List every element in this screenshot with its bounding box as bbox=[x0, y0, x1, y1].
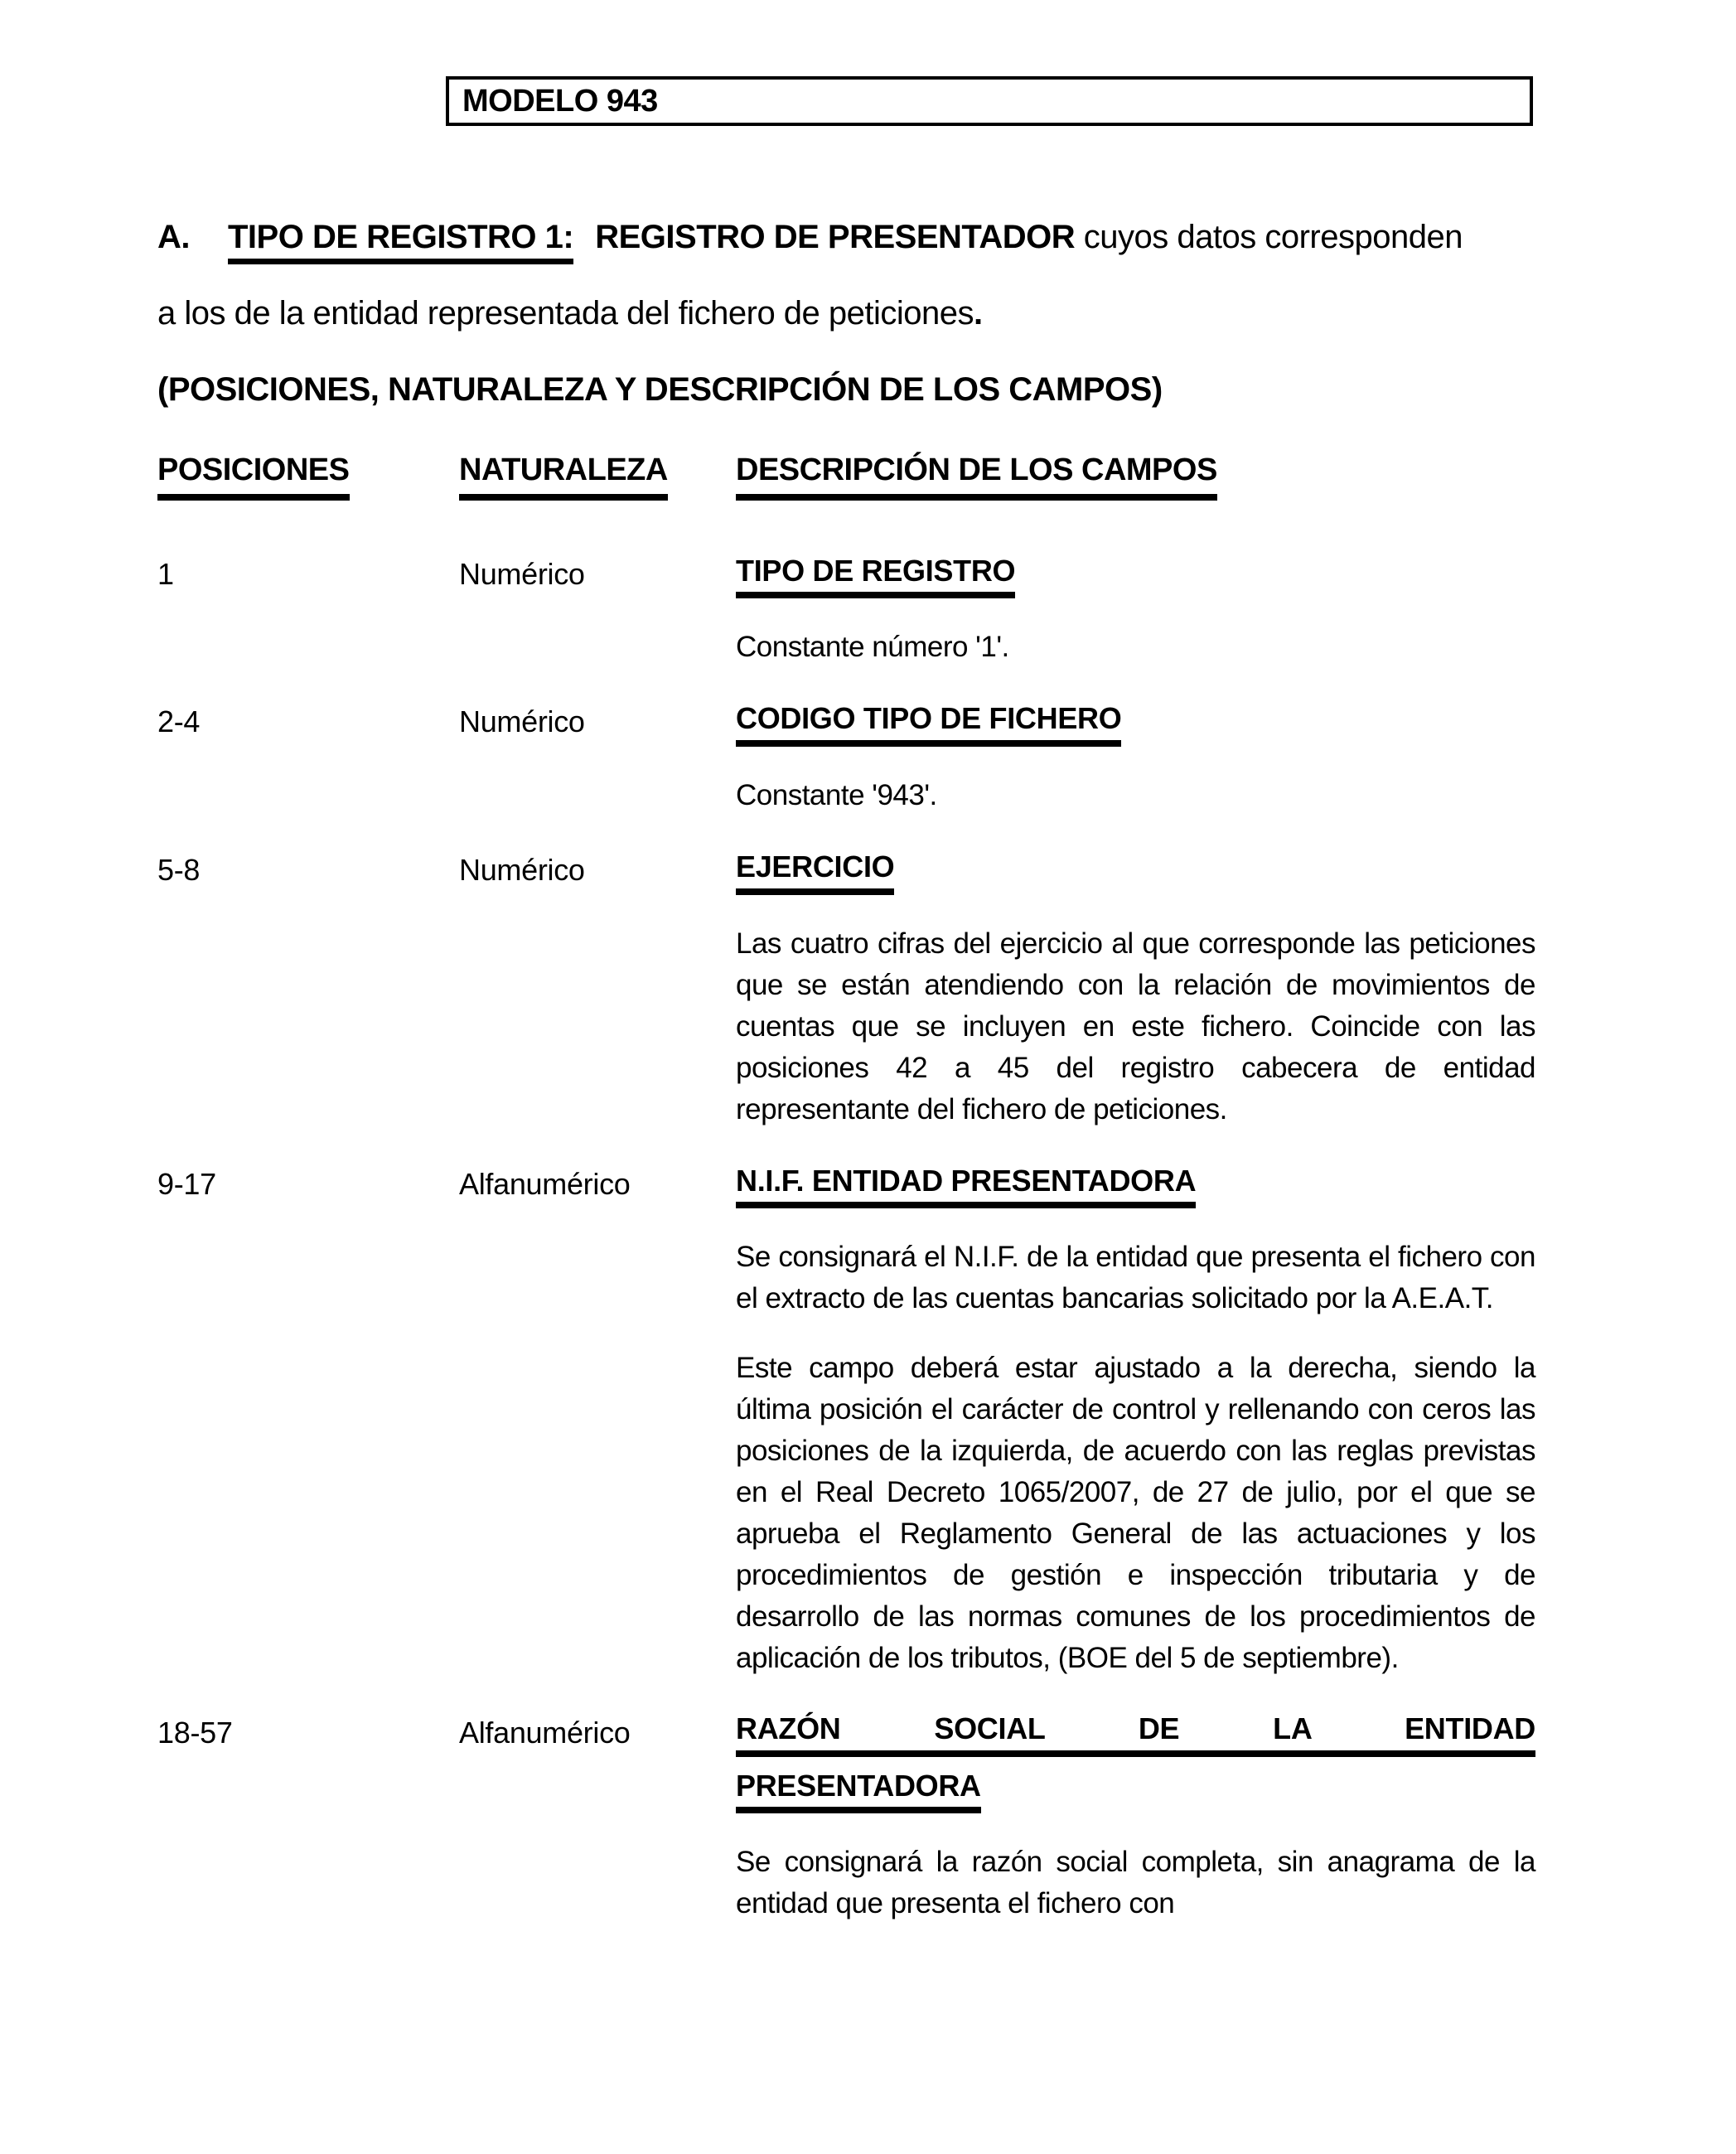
section-heading bbox=[157, 199, 1550, 428]
field-paragraph: Se consignará el N.I.F. de la entidad que presenta el fichero con el extracto de las cuentas bancarias solicitado por la A.E.A.T. bbox=[736, 1241, 1535, 1315]
description-cell bbox=[736, 1164, 1535, 1680]
section-title-bold: REGISTRO DE PRESENTADOR bbox=[595, 219, 1076, 255]
page-content bbox=[157, 199, 1550, 1958]
section-title-underlined: TIPO DE REGISTRO 1: bbox=[228, 219, 573, 264]
field-paragraph: Este campo deberá estar ajustado a la derecha, siendo la última posición el carácter de control y rellenando con ceros las posiciones de la izquierda, de acuerdo con las reglas previstas en el Real Decreto 1065/2007, de 27 de julio, por el que se aprueba el Reglamento General de las actuaciones y los procedimientos de gestión e inspección tributaria y de desarrollo de las normas comunes de los procedimientos de aplicación de los tributos, (BOE del 5 de septiembre). bbox=[736, 1352, 1535, 1675]
col-header-posiciones: POSICIONES bbox=[157, 453, 459, 501]
section-line2-period: . bbox=[974, 295, 983, 332]
nature-cell: Numérico bbox=[459, 704, 585, 739]
positions-cell: 18-57 bbox=[157, 1716, 233, 1750]
positions-cell: 1 bbox=[157, 556, 174, 591]
model-title: MODELO 943 bbox=[462, 83, 658, 119]
section-letter: A. bbox=[157, 219, 190, 255]
table-row bbox=[157, 849, 1550, 1130]
field-title-line1: RAZÓN SOCIAL DE LA ENTIDAD bbox=[736, 1712, 1535, 1757]
field-title-line2: PRESENTADORA bbox=[736, 1769, 981, 1814]
positions-cell: 5-8 bbox=[157, 852, 201, 887]
col-header-naturaleza: NATURALEZA bbox=[459, 453, 736, 501]
section-line2-text: a los de la entidad representada del fichero de peticiones bbox=[157, 295, 974, 332]
table-header-row bbox=[157, 453, 1550, 501]
nature-cell: Numérico bbox=[459, 556, 585, 591]
nature-cell: Alfanumérico bbox=[459, 1716, 631, 1750]
section-heading-line1 bbox=[157, 199, 1550, 275]
table-row bbox=[157, 554, 1550, 669]
field-title bbox=[736, 1712, 1535, 1813]
description-cell bbox=[736, 1712, 1535, 1924]
field-paragraph: Se consignará la razón social completa, sin anagrama de la entidad que presenta el fichero con bbox=[736, 1846, 1535, 1920]
field-title: N.I.F. ENTIDAD PRESENTADORA bbox=[736, 1164, 1535, 1209]
positions-cell: 9-17 bbox=[157, 1166, 216, 1201]
field-title: CODIGO TIPO DE FICHERO bbox=[736, 701, 1535, 747]
field-paragraph: Las cuatro cifras del ejercicio al que corresponde las peticiones que se están atendiendo con la relación de movimientos de cuentas que se incluyen en este fichero. Coincide con las posiciones 42 a 45 del registro cabecera de entidad representante del fichero de peticiones. bbox=[736, 927, 1535, 1125]
field-title: EJERCICIO bbox=[736, 849, 1535, 895]
description-cell bbox=[736, 849, 1535, 1130]
nature-cell: Alfanumérico bbox=[459, 1166, 631, 1201]
model-title-box bbox=[446, 76, 1533, 126]
section-title-rest: cuyos datos corresponden bbox=[1075, 219, 1463, 255]
field-paragraph: Constante '943'. bbox=[736, 778, 937, 811]
description-cell bbox=[736, 701, 1535, 816]
nature-cell: Numérico bbox=[459, 852, 585, 887]
positions-cell: 2-4 bbox=[157, 704, 201, 739]
table-row bbox=[157, 1164, 1550, 1680]
section-heading-line2 bbox=[157, 275, 1550, 351]
table-row bbox=[157, 1712, 1550, 1924]
col-header-descripcion: DESCRIPCIÓN DE LOS CAMPOS bbox=[736, 453, 1535, 501]
description-cell bbox=[736, 554, 1535, 669]
table-row bbox=[157, 701, 1550, 816]
field-title: TIPO DE REGISTRO bbox=[736, 554, 1535, 599]
field-paragraph: Constante número '1'. bbox=[736, 631, 1009, 664]
fields-note: (POSICIONES, NATURALEZA Y DESCRIPCIÓN DE LOS CAMPOS) bbox=[157, 371, 1163, 408]
